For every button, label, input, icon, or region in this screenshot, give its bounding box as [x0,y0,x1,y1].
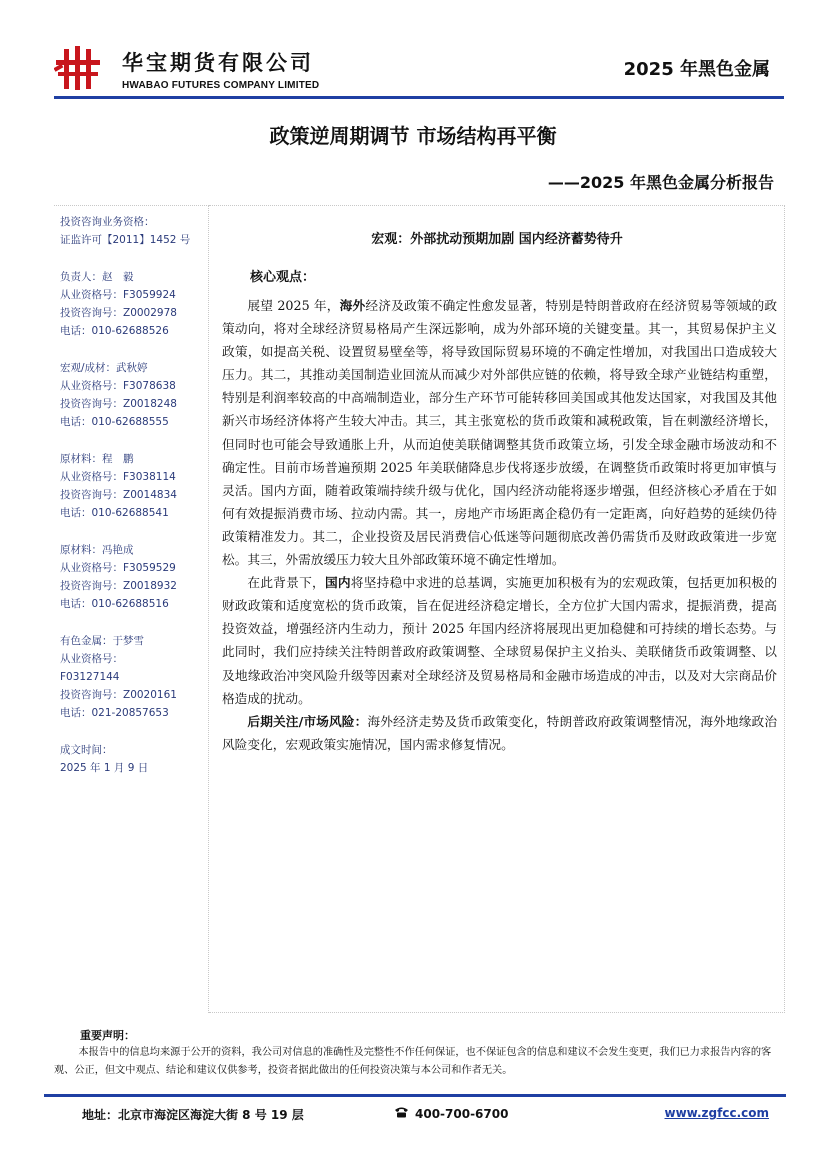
contact-line: 电话：010-62688516 [60,598,169,610]
paragraph-text: 经济及政策不确定性愈发显著，特别是特朗普政府在经济贸易等领域的政策动向，将对全球经济贸易格局产生深远影响，成为外部环境的关键变量。其一，其贸易保护主义政策，如提高关税、设置贸易壁垒等，将导致国际贸易环境的不确定性增加，对我国出口造成较大压力。其二，其推动美国制造业回流从而减少对外部供应链的依赖，将导致全球产业链结构重塑，特别是利润率较高的中高端制造业，部分生产环节可能转移回美国或其他发达国家，对我国及其他新兴市场经济体将产生较大冲击。其三，其主张宽松的货币政策和减税政策，旨在刺激经济增长，但同时也可能会导致通胀上升，从而迫使美联储调整其货币政策立场，引发全球金融市场波动和不确定性。目前市场普遍预期 2025 年美联储降息步伐将逐步放缓，在调整货币政策时将更加审慎与灵活。国内方面，随着政策端持续升级与优化，国内经济动能将逐步增强，但经济核心矛盾在于如何有效提振消费市场、拉动内需。其一，房地产市场距离企稳仍有一定距离，向好趋势的延续仍待政策精准发力。其二，企业投资及居民消费信心低迷等问题彻底改善仍需货币及财政政策进一步宽松。其三，外需放缓压力较大且外部政策环境不确定性增加。 [222,298,778,568]
company-logo-icon [54,46,102,90]
header-divider [54,96,784,99]
company-name-en: HWABAO FUTURES COMPANY LIMITED [122,80,320,91]
risk-label: 后期关注/市场风险： [247,713,368,729]
core-view-label: 核心观点： [250,270,316,285]
analyst-sidebar [60,213,210,796]
paragraph-emphasis: 海外 [339,298,366,313]
phone-number: 400-700-6700 [415,1107,509,1121]
disclaimer [54,1044,784,1080]
website-link[interactable]: www.zgfcc.com [664,1106,769,1120]
contact-role: 原材料：冯艳成 [60,544,134,556]
paragraph-emphasis: 国内 [324,575,351,591]
contact-line: 电话：010-62688526 [60,325,169,337]
contact-block [60,632,210,722]
paragraph [222,710,777,756]
contact-line: 投资咨询号：Z0018248 [60,398,177,410]
contact-line: 从业资格号：F3078638 [60,380,176,392]
date-value: 2025 年 1 月 9 日 [60,762,149,774]
contact-line: 电话：021-20857653 [60,707,169,719]
date-label: 成文时间： [60,744,113,756]
contact-block [60,541,210,613]
license-number: 证监许可【2011】1452 号 [60,234,191,246]
footer-address: 地址：北京市海淀区海淀大街 8 号 19 层 [82,1108,304,1122]
contact-line: 投资咨询号：Z0018932 [60,580,177,592]
date-block [60,741,210,777]
phone-icon [394,1106,409,1118]
contact-line: 电话：010-62688541 [60,507,169,519]
contact-role: 有色金属：于梦雪 [60,635,144,647]
contact-line: 从业资格号：F3059529 [60,562,176,574]
contact-line: 从业资格号： [60,653,123,665]
report-body [222,294,777,756]
company-name-cn: 华宝期货有限公司 [122,51,314,75]
paragraph [222,571,777,710]
contact-line: 电话：010-62688555 [60,416,169,428]
contact-line: 投资咨询号：Z0020161 [60,689,177,701]
disclaimer-title: 重要声明： [80,1029,135,1042]
license-block [60,213,210,249]
contact-line: 从业资格号：F3038114 [60,471,176,483]
disclaimer-text: 本报告中的信息均来源于公开的资料，我公司对信息的准确性及完整性不作任何保证，也不保证包含的信息和建议不会发生变更，我们已力求报告内容的客观、公正，但文中观点、结论和建议仅供参考，投资者据此做出的任何投资决策与本公司和作者无关。 [54,1047,772,1076]
contact-role: 负责人：赵 毅 [60,271,134,283]
footer-divider [44,1094,786,1097]
paragraph-text: 展望 2025 年， [247,298,340,313]
contact-role: 宏观/成材：武秋婷 [60,362,148,374]
risk-text: 海外经济走势及货币政策变化，特朗普政府政策调整情况，海外地缘政治风险变化，宏观政策实施情况，国内需求修复情况。 [222,713,778,752]
report-title: 政策逆周期调节 市场结构再平衡 [269,124,557,148]
paragraph [222,294,777,571]
contact-line: F03127144 [60,671,120,683]
contact-role: 原材料：程 鹏 [60,453,134,465]
paragraph-text: 在此背景下， [247,575,325,591]
paragraph-text: 将坚持稳中求进的总基调，实施更加积极有为的宏观政策，包括更加积极的财政政策和适度宽松的货币政策，旨在促进经济稳定增长，全方位扩大国内需求，提振消费，提高投资效益，增强经济内生动力，预计 2025 年国内经济将展现出更加稳健和可持续的增长态势。与此同时，我们应持续关注特朗普政府政策调整、全球贸易保护主义抬头、美联储货币政策调整、以及地缘政治冲突风险升级等因素对全球经济及贸易格局和金融市场造成的冲击，以及对大宗商品价格造成的扰动。 [222,575,778,706]
report-subtitle: ——2025 年黑色金属分析报告 [547,173,774,192]
contact-line: 投资咨询号：Z0014834 [60,489,177,501]
report-topic: 2025 年黑色金属 [623,59,770,80]
footer-phone [394,1106,508,1121]
contact-block [60,268,210,340]
section-heading: 宏观：外部扰动预期加剧 国内经济蓄势待升 [371,232,623,247]
contact-line: 投资咨询号：Z0002978 [60,307,177,319]
contact-block [60,359,210,431]
contact-line: 从业资格号：F3059924 [60,289,176,301]
license-label: 投资咨询业务资格： [60,216,155,228]
contact-block [60,450,210,522]
